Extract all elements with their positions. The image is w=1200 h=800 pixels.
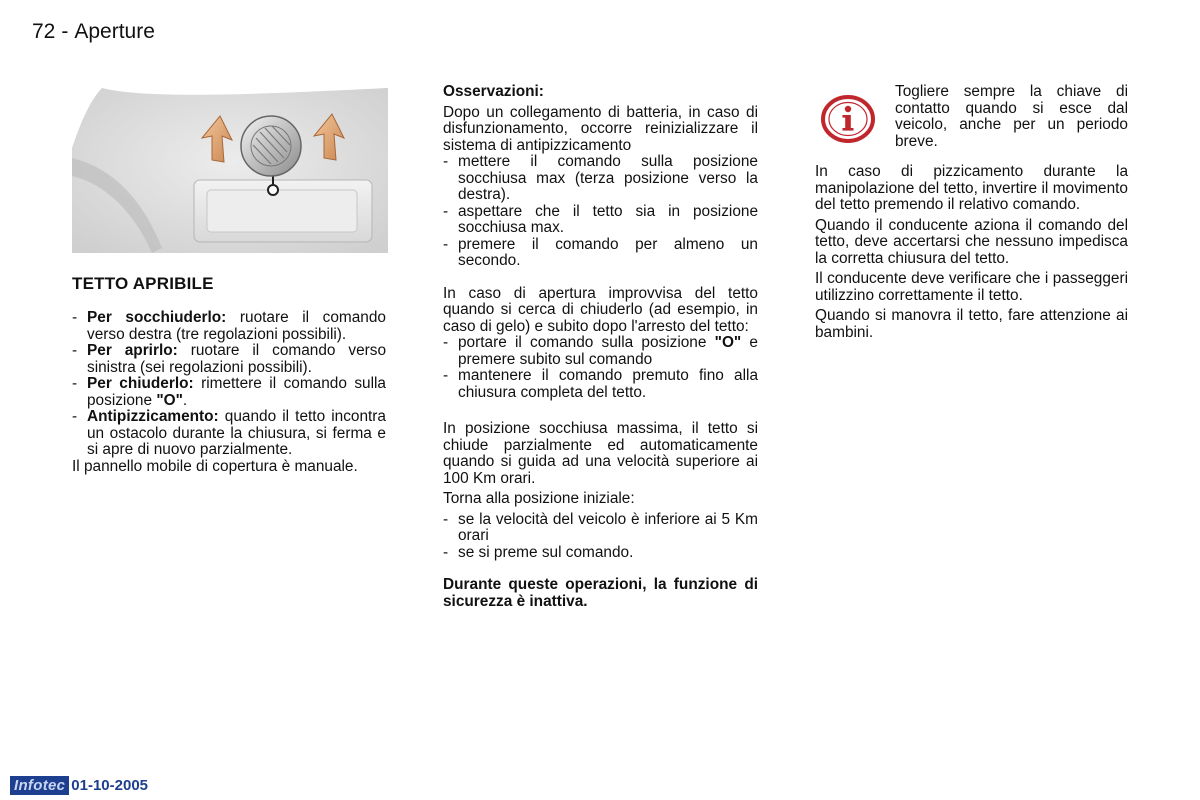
paragraph: Quando il conducente aziona il comando del tetto, deve accertarsi che nessuno impedisca la corretta chiusura del tetto. [815, 216, 1128, 267]
max-vent-text: In posizione socchiusa massima, il tetto si chiude parzialmente ed automaticamente quando si guida ad una velocità superiore ai 100 Km orari. [443, 420, 758, 487]
list-item: - portare il comando sulla posizione "O" e premere subito sul comando [443, 334, 758, 368]
manual-panel-note: Il pannello mobile di copertura è manuale. [72, 457, 358, 475]
observations-title: Osservazioni: [443, 83, 544, 100]
safety-warning: Durante queste operazioni, la funzione di sicurezza è inattiva. [443, 576, 758, 610]
item-label: Antipizzicamento: [87, 408, 219, 425]
info-icon [820, 94, 876, 144]
list-item: - se la velocità del veicolo è inferiore ai 5 Km orari [443, 510, 758, 544]
print-date: 01-10-2005 [71, 776, 149, 794]
column-middle [443, 84, 758, 610]
section-title: TETTO APRIBILE [72, 274, 214, 293]
item-text: ruotare il comando verso destra (tre regolazioni possibili). [87, 309, 386, 343]
item-label: Per chiuderlo: [87, 375, 194, 392]
item-tail: . [182, 391, 188, 409]
item-bold-tail: "O" [156, 391, 183, 409]
list-item: - mantenere il comando premuto fino alla chiusura completa del tetto. [443, 367, 758, 401]
column-right [815, 164, 1128, 341]
item-label: Per aprirlo: [87, 342, 178, 359]
list-item: - mettere il comando sulla posizione socchiusa max (terza posizione verso la destra). [443, 153, 758, 203]
infotec-logo: Infotec [10, 776, 69, 795]
paragraph: In caso di pizzicamento durante la manipolazione del tetto, invertire il movimento del tetto premendo il relativo comando. [815, 163, 1128, 213]
list-item: - premere il comando per almeno un secondo. [443, 235, 758, 269]
footer [10, 775, 148, 795]
item-text: quando il tetto incontra un ostacolo durante la chiusura, si ferma e si apre di nuovo parzialmente. [87, 408, 386, 458]
column-left [72, 310, 386, 475]
item-text: rimettere il comando sulla posizione [87, 375, 386, 409]
item-label: Per socchiuderlo: [87, 309, 227, 326]
page-number: 72 [32, 20, 56, 43]
paragraph: Quando si manovra il tetto, fare attenzione ai bambini. [815, 307, 1128, 341]
list-item: - aspettare che il tetto sia in posizione socchiusa max. [443, 202, 758, 236]
section-name: Aperture [74, 20, 155, 43]
list-item-antipizzicamento: - Antipizzicamento: quando il tetto incontra un ostacolo durante la chiusura, si ferma e si apre di nuovo parzialmente. [72, 408, 386, 458]
info-box [815, 84, 1128, 150]
list-item-socchiuderlo: - Per socchiuderlo: ruotare il comando verso destra (tre regolazioni possibili). [72, 309, 386, 343]
list-item-aprirlo: - Per aprirlo: ruotare il comando verso sinistra (sei regolazioni possibili). [72, 342, 387, 376]
item-text: ruotare il comando verso sinistra (sei regolazioni possibili). [87, 342, 387, 376]
page-header [32, 20, 155, 44]
sunroof-control-illustration [72, 88, 388, 253]
header-separator: - [61, 20, 69, 43]
sudden-opening-text: In caso di apertura improvvisa del tetto quando si cerca di chiuderlo (ad esempio, in caso di gelo) e subito dopo l'arresto del tetto: [443, 284, 758, 335]
return-position-text: Torna alla posizione iniziale: [443, 490, 635, 507]
list-item: - se si preme sul comando. [443, 543, 634, 561]
observations-text: Dopo un collegamento di batteria, in caso di disfunzionamento, occorre reinizializzare il sistema di antipizzicamento [443, 103, 758, 154]
paragraph: Il conducente deve verificare che i passeggeri utilizzino correttamente il tetto. [815, 270, 1128, 304]
list-item-chiuderlo: - Per chiuderlo: rimettere il comando sulla posizione "O". [72, 375, 386, 409]
info-text: Togliere sempre la chiave di contatto quando si esce dal veicolo, anche per un periodo breve. [895, 83, 1128, 150]
